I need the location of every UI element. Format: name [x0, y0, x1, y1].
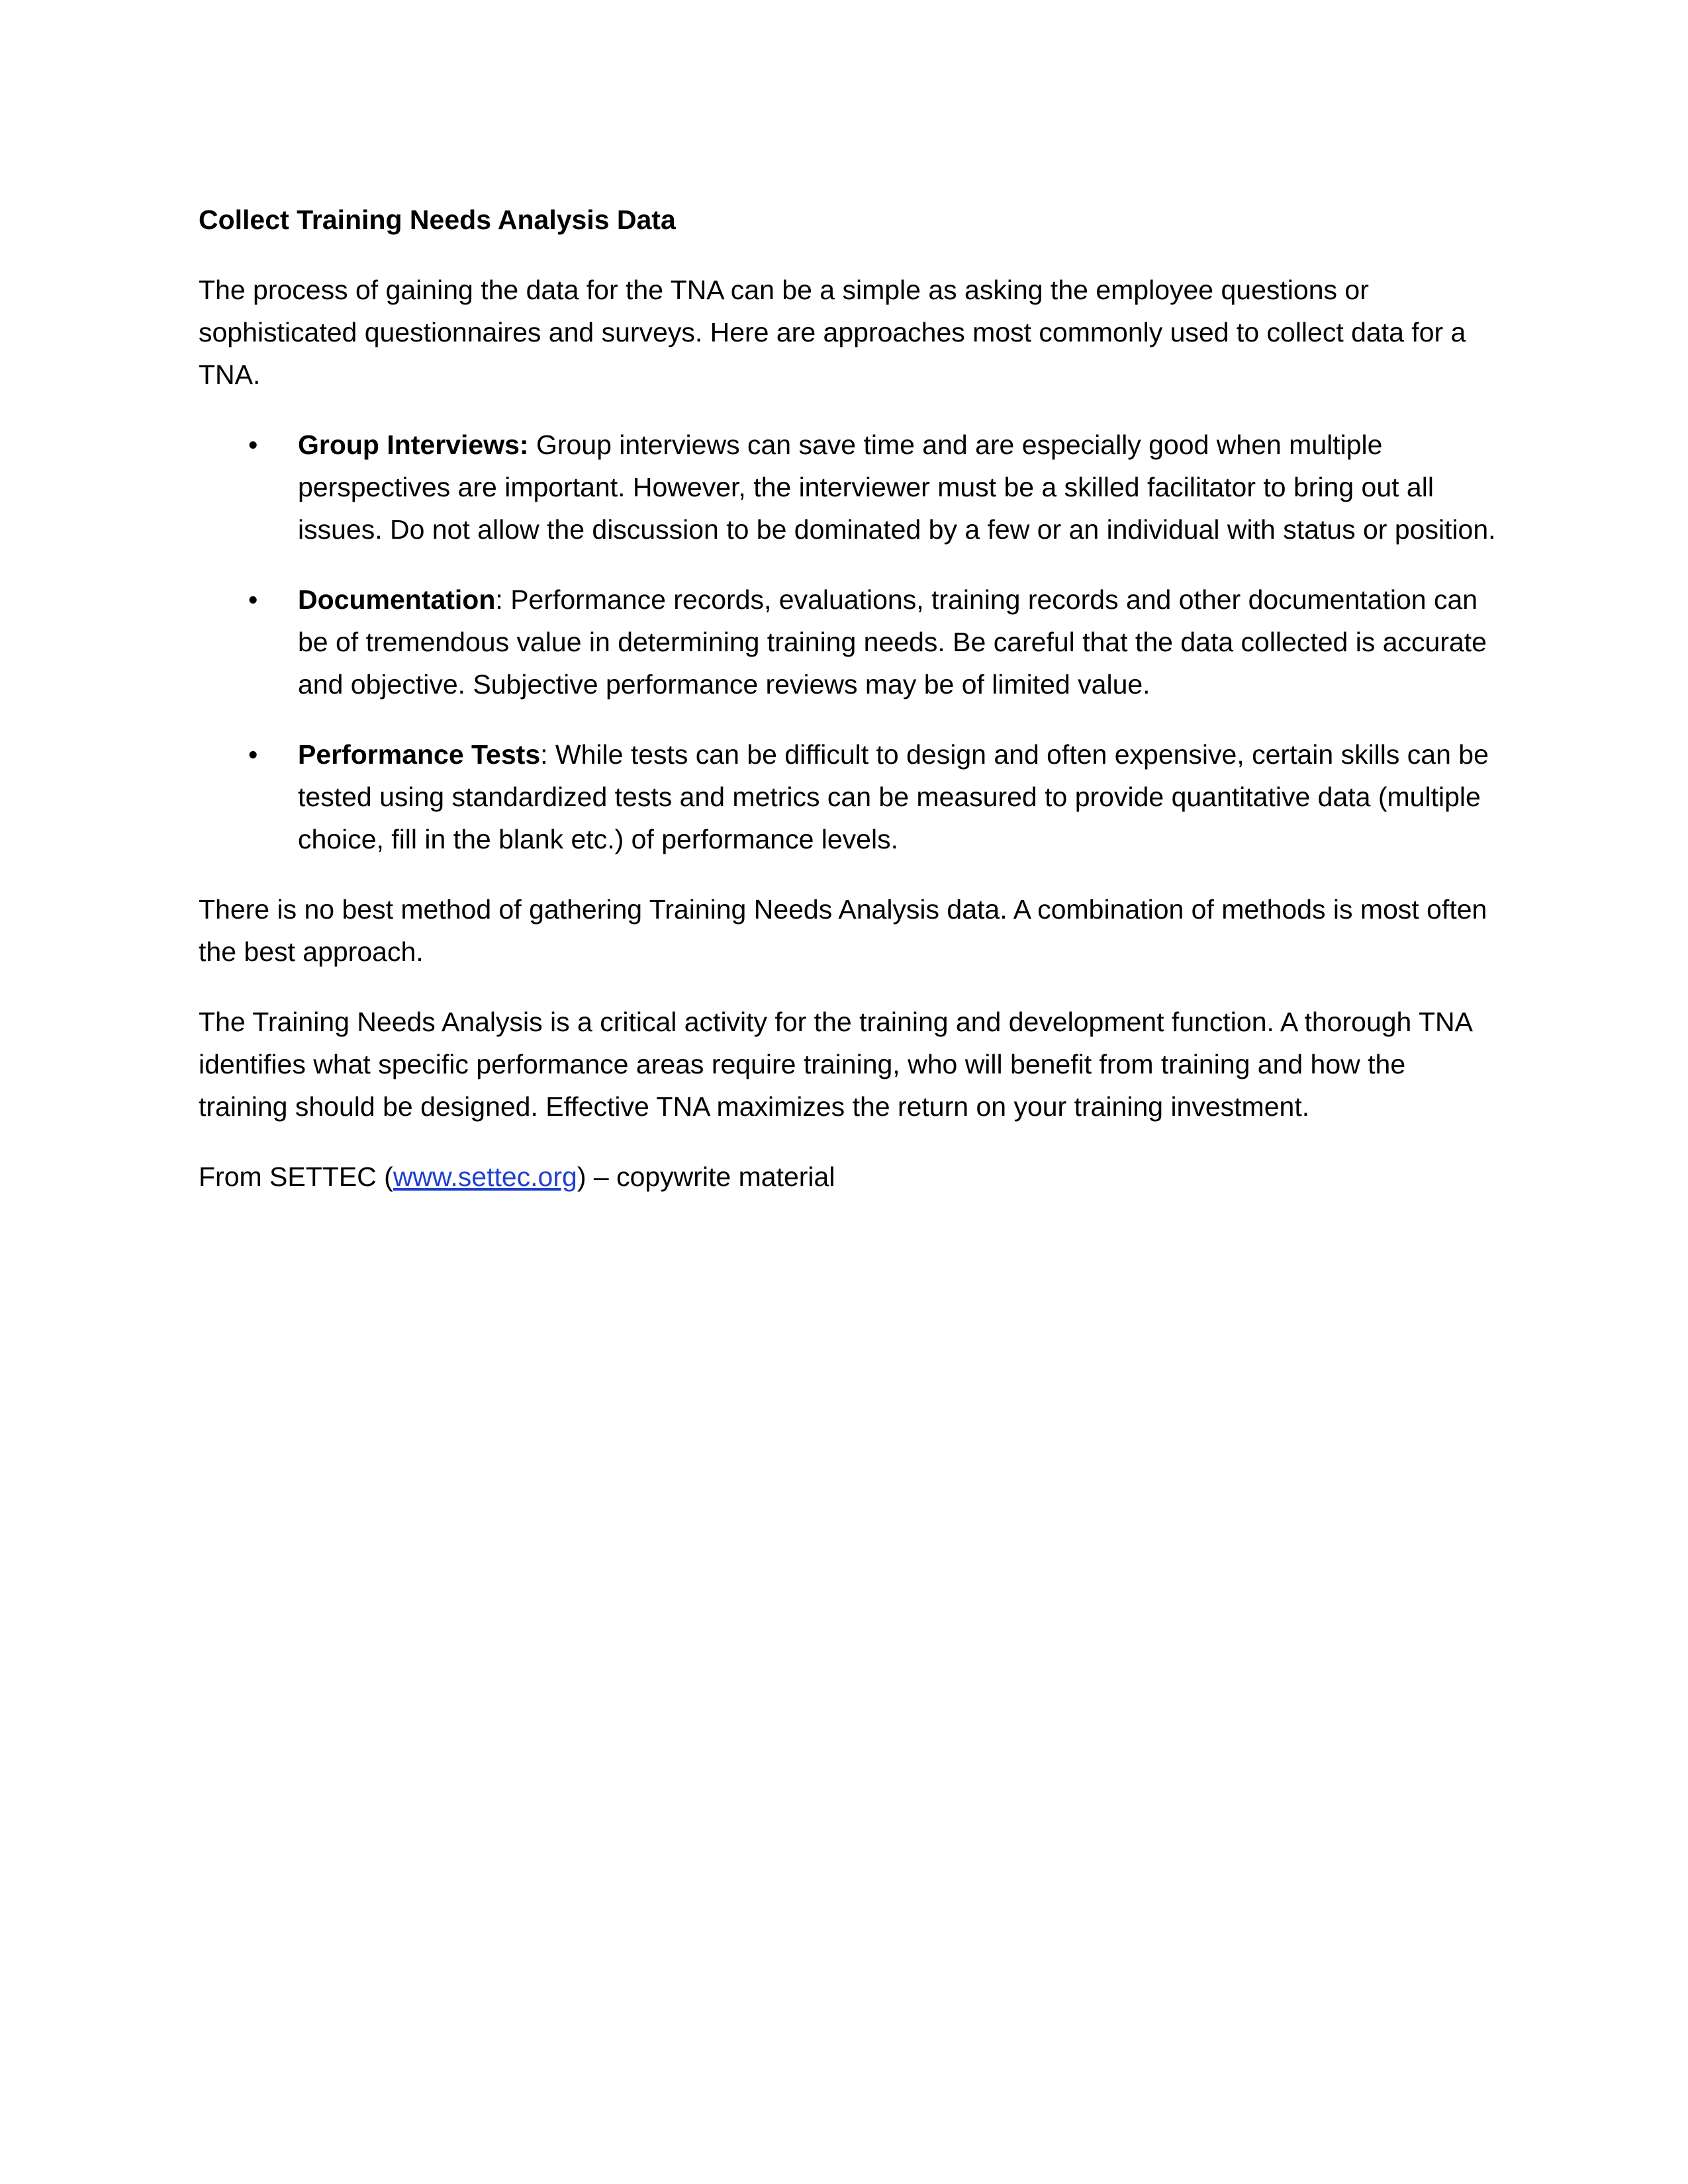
list-item-text: : Performance records, evaluations, training records and other documentation can be of tremendous value in determining training needs. Be careful that the data collected is accurate and objective. Subjective performance reviews may be of limited value. — [298, 584, 1487, 700]
document-heading: Collect Training Needs Analysis Data — [199, 205, 676, 235]
bullet-icon: • — [248, 430, 258, 460]
bullet-icon: • — [248, 584, 258, 615]
source-suffix: ) – copywrite material — [577, 1161, 835, 1192]
source-prefix: From SETTEC ( — [199, 1161, 393, 1192]
settec-link[interactable]: www.settec.org — [393, 1161, 577, 1192]
list-item-term: Group Interviews: — [298, 430, 529, 460]
conclusion-paragraph: The Training Needs Analysis is a critical activity for the training and development function. A thorough TNA identifies what specific performance areas require training, who will benefit from training and how the training should be designed. Effective TNA maximizes the return on your training investment. — [199, 1007, 1472, 1122]
bullet-icon: • — [248, 739, 258, 770]
intro-paragraph: The process of gaining the data for the TNA can be a simple as asking the employee questions or sophisticated questionnaires and surveys. Here are approaches most commonly used to collect data for a TNA. — [199, 275, 1466, 390]
source-line — [199, 1156, 1496, 1198]
list-item-term: Documentation — [298, 584, 496, 615]
list-item — [199, 733, 1496, 860]
document-page — [199, 199, 1496, 1226]
list-item-text: Group interviews can save time and are especially good when multiple perspectives are important. However, the interviewer must be a skilled facilitator to bring out all issues. Do not allow the discussion to be dominated by a few or an individual with status or position. — [298, 430, 1496, 545]
methods-list — [199, 424, 1496, 860]
list-item — [199, 424, 1496, 551]
list-item-text: : While tests can be difficult to design and often expensive, certain skills can be tested using standardized tests and metrics can be measured to provide quantitative data (multiple choice, fill in the blank etc.) of performance levels. — [298, 739, 1489, 854]
summary-paragraph: There is no best method of gathering Training Needs Analysis data. A combination of methods is most often the best approach. — [199, 894, 1487, 967]
list-item — [199, 578, 1496, 705]
list-item-term: Performance Tests — [298, 739, 541, 770]
